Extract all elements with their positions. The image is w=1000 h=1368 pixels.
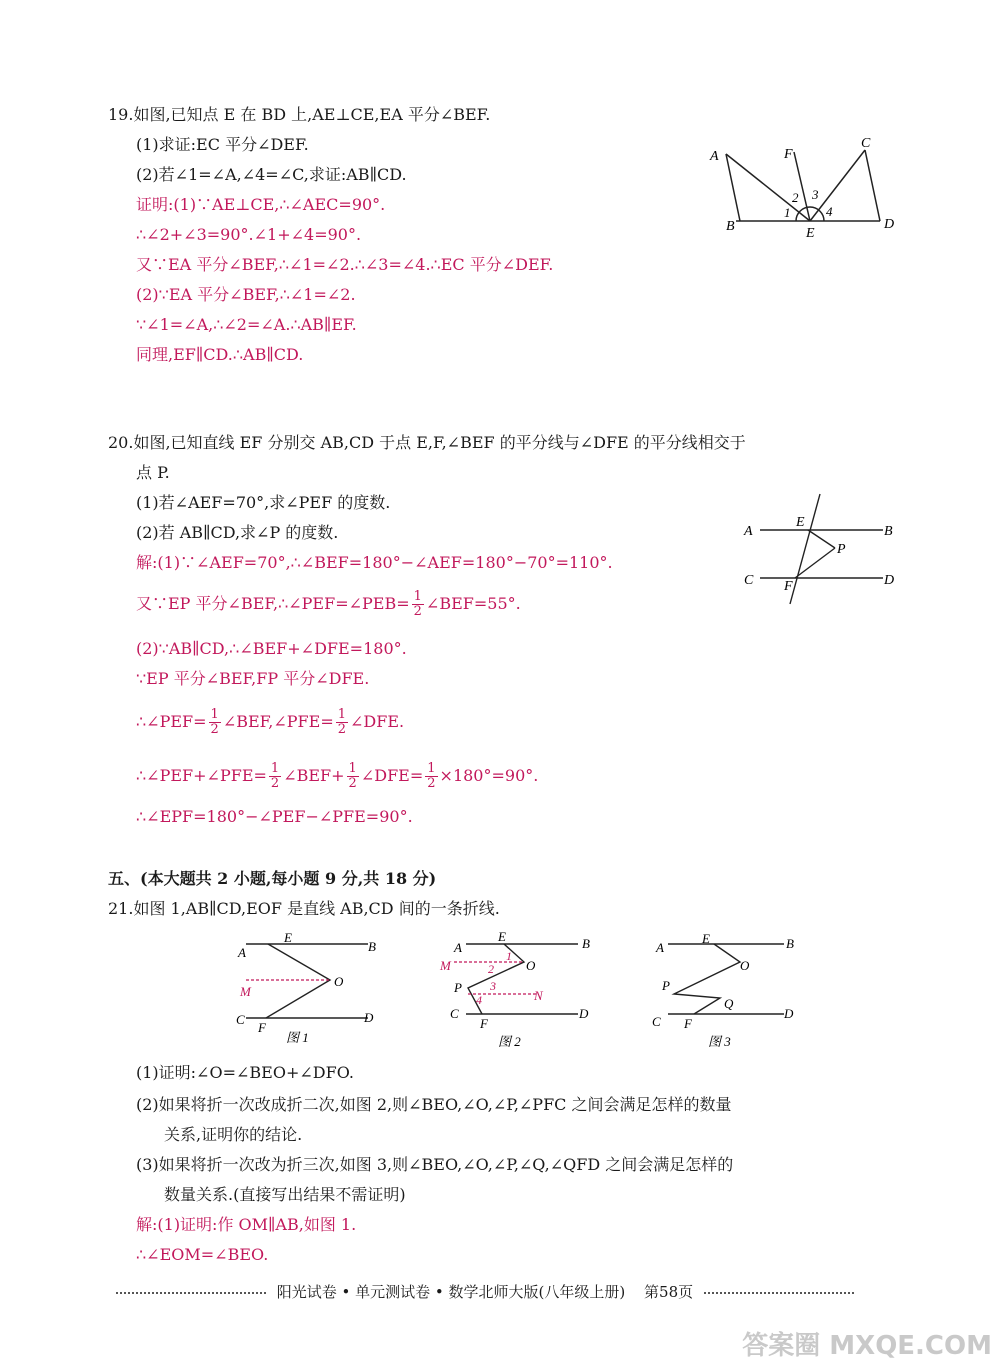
q20-figure: [738, 490, 903, 610]
text: ∠DFE=: [360, 766, 424, 785]
q20-stem-cont: 点 P.: [136, 463, 170, 482]
label-p: P: [662, 978, 670, 993]
label-angle-2: 2: [488, 962, 494, 976]
label-e: E: [498, 929, 506, 944]
q19-answer-line: ∵∠1=∠A,∴∠2=∠A.∴AB∥EF.: [136, 315, 357, 334]
label-e: E: [806, 226, 815, 241]
label-c: C: [450, 1006, 459, 1021]
fraction-half: [412, 590, 424, 619]
page-number: 第58页: [644, 1283, 694, 1301]
label-e: E: [284, 930, 292, 945]
q19-part1: (1)求证:EC 平分∠DEF.: [136, 135, 309, 154]
q21-figure-1: [228, 930, 388, 1050]
label-b: B: [884, 524, 893, 539]
fraction-half: [425, 762, 437, 791]
text: ∠BEF=55°.: [425, 594, 521, 613]
q21-stem: 21.如图 1,AB∥CD,EOF 是直线 AB,CD 间的一条折线.: [108, 899, 500, 918]
q21-part3-cont: 数量关系.(直接写出结果不需证明): [164, 1185, 406, 1204]
footer-dots: [704, 1292, 854, 1294]
label-angle-1: 1: [784, 205, 791, 220]
text: 又∵EP 平分∠BEF,∴∠PEF=∠PEB=: [136, 594, 410, 613]
label-e: E: [702, 931, 710, 946]
q19-answer-line: ∴∠2+∠3=90°.∠1+∠4=90°.: [136, 225, 362, 244]
label-a: A: [744, 524, 753, 539]
watermark: 答案圈 MXQE.COM: [742, 1331, 992, 1361]
text: ∠DFE.: [350, 712, 405, 731]
q20-answer-line: ∴∠EPF=180°−∠PEF−∠PFE=90°.: [136, 807, 413, 826]
q19-figure: [700, 130, 910, 245]
fraction-denominator: 2: [413, 604, 422, 619]
label-f: F: [784, 147, 793, 162]
figure-caption: 图 2: [498, 1034, 521, 1049]
q20-answer-line: [136, 590, 521, 619]
label-angle-4: 4: [476, 993, 482, 1007]
label-angle-3: 3: [490, 979, 496, 993]
label-angle-2: 2: [792, 190, 799, 205]
figure-caption: 图 1: [286, 1030, 309, 1045]
label-e: E: [796, 515, 805, 530]
fraction-numerator: 1: [413, 589, 422, 604]
label-angle-4: 4: [826, 204, 833, 219]
label-p: P: [837, 542, 846, 557]
label-c: C: [744, 573, 754, 588]
label-b: B: [786, 936, 794, 951]
label-angle-3: 3: [812, 187, 819, 202]
label-b: B: [368, 939, 376, 954]
page-footer: [110, 1281, 890, 1302]
label-m: M: [440, 958, 451, 973]
q19-answer-line: 又∵EA 平分∠BEF,∴∠1=∠2.∴∠3=∠4.∴EC 平分∠DEF.: [136, 255, 554, 274]
q19-answer-line: 证明:(1)∵AE⊥CE,∴∠AEC=90°.: [136, 195, 386, 214]
text: ∠BEF,∠PFE=: [222, 712, 334, 731]
label-a: A: [454, 940, 462, 955]
fraction-denominator: 2: [427, 776, 436, 791]
fraction-half: [209, 708, 221, 737]
label-f: F: [684, 1016, 692, 1031]
q20-answer-line: ∵EP 平分∠BEF,FP 平分∠DFE.: [136, 669, 370, 688]
text: ×180°=90°.: [439, 766, 539, 785]
label-m: M: [240, 984, 251, 999]
q21-part1: (1)证明:∠O=∠BEO+∠DFO.: [136, 1063, 354, 1082]
label-p: P: [454, 980, 462, 995]
fraction-denominator: 2: [337, 722, 347, 737]
fraction-numerator: 1: [270, 761, 280, 776]
fraction-numerator: 1: [427, 761, 436, 776]
fraction-half: [269, 762, 281, 791]
label-d: D: [364, 1010, 374, 1025]
label-o: O: [526, 958, 536, 973]
footer-title: 阳光试卷 • 单元测试卷 • 数学北师大版(八年级上册): [276, 1283, 626, 1301]
q20-part1: (1)若∠AEF=70°,求∠PEF 的度数.: [136, 493, 391, 512]
label-q: Q: [724, 996, 734, 1011]
label-n: N: [534, 988, 543, 1003]
label-d: D: [579, 1006, 589, 1021]
q21-answer-line: ∴∠EOM=∠BEO.: [136, 1245, 269, 1264]
q21-figure-3: [648, 928, 808, 1054]
fraction-half: [347, 762, 359, 791]
label-b: B: [726, 219, 735, 234]
label-d: D: [784, 1006, 794, 1021]
label-f: F: [258, 1020, 266, 1035]
label-c: C: [861, 136, 871, 151]
label-f: F: [784, 579, 793, 594]
fraction-denominator: 2: [270, 776, 280, 791]
fraction-numerator: 1: [348, 761, 357, 776]
q20-answer-line: (2)∵AB∥CD,∴∠BEF+∠DFE=180°.: [136, 639, 407, 658]
fraction-numerator: 1: [337, 707, 347, 722]
label-c: C: [236, 1012, 245, 1027]
q20-stem: 20.如图,已知直线 EF 分别交 AB,CD 于点 E,F,∠BEF 的平分线与∠DFE 的平分线相交于: [108, 433, 746, 452]
fraction-denominator: 2: [210, 722, 219, 737]
label-b: B: [582, 936, 590, 951]
fraction-numerator: 1: [210, 707, 219, 722]
q21-part2: (2)如果将折一次改成折二次,如图 2,则∠BEO,∠O,∠P,∠PFC 之间会满足怎样的数量: [136, 1095, 732, 1114]
text: ∴∠PEF=: [136, 712, 207, 731]
q20-answer-line: 解:(1)∵∠AEF=70°,∴∠BEF=180°−∠AEF=180°−70°=110°.: [136, 553, 613, 572]
label-d: D: [884, 573, 895, 588]
q20-answer-line: [136, 762, 538, 791]
label-f: F: [480, 1016, 488, 1031]
label-angle-1: 1: [506, 949, 512, 963]
q19-part2: (2)若∠1=∠A,∠4=∠C,求证:AB∥CD.: [136, 165, 407, 184]
q19-stem: 19.如图,已知点 E 在 BD 上,AE⊥CE,EA 平分∠BEF.: [108, 105, 491, 124]
label-d: D: [884, 217, 895, 232]
q19-answer-line: (2)∵EA 平分∠BEF,∴∠1=∠2.: [136, 285, 356, 304]
q21-part2-cont: 关系,证明你的结论.: [164, 1125, 303, 1144]
q20-answer-line: [136, 708, 404, 737]
q21-figure-2: [436, 926, 606, 1054]
text: ∠BEF+: [283, 766, 345, 785]
label-c: C: [652, 1014, 661, 1029]
label-a: A: [238, 945, 246, 960]
q21-answer-line: 解:(1)证明:作 OM∥AB,如图 1.: [136, 1215, 357, 1234]
text: ∴∠PEF+∠PFE=: [136, 766, 267, 785]
footer-dots: [116, 1292, 266, 1294]
label-o: O: [740, 958, 750, 973]
figure-caption: 图 3: [708, 1034, 731, 1049]
label-a: A: [710, 149, 719, 164]
label-a: A: [656, 940, 664, 955]
label-o: O: [334, 974, 344, 989]
fraction-half: [336, 708, 348, 737]
q19-answer-line: 同理,EF∥CD.∴AB∥CD.: [136, 345, 304, 364]
section-heading: 五、(本大题共 2 小题,每小题 9 分,共 18 分): [108, 869, 437, 888]
fraction-denominator: 2: [348, 776, 357, 791]
q21-part3: (3)如果将折一次改为折三次,如图 3,则∠BEO,∠O,∠P,∠Q,∠QFD 之间会满足怎样的: [136, 1155, 734, 1174]
q20-part2: (2)若 AB∥CD,求∠P 的度数.: [136, 523, 339, 542]
